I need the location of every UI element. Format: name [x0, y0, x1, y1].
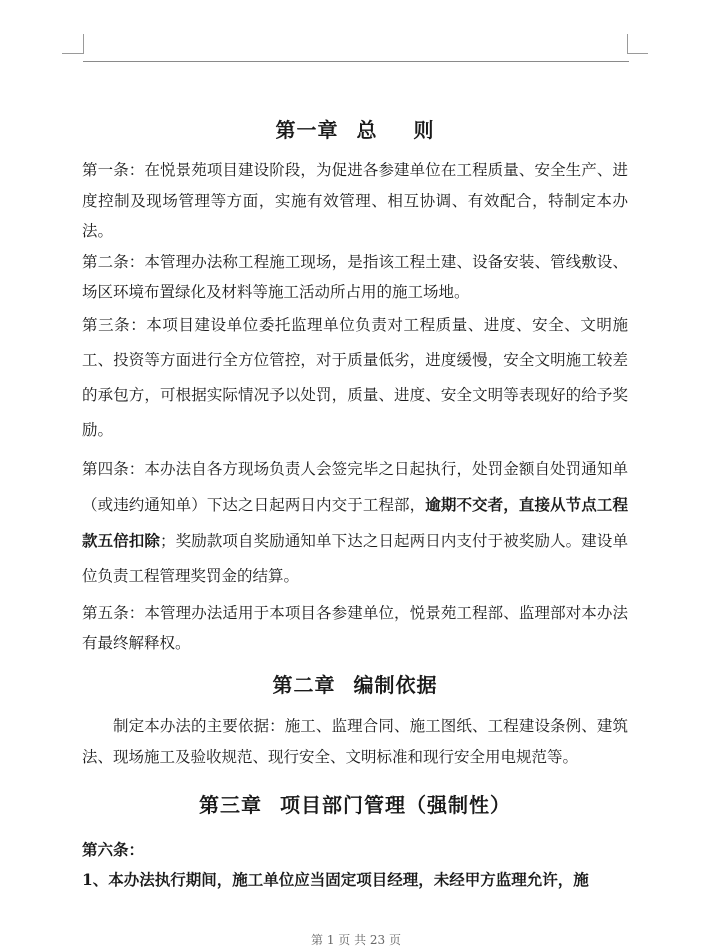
- chapter-3-number: 第三章: [199, 792, 262, 817]
- article-6-item-1-text: 1、本办法执行期间，施工单位应当固定项目经理，未经甲方监理允许，施: [82, 870, 589, 889]
- article-6-item-1: [82, 865, 628, 896]
- chapter-2-number: 第二章: [272, 672, 336, 697]
- article-6-heading: [82, 835, 628, 866]
- crop-mark-top-left-horizontal: [62, 53, 83, 54]
- chapter-1-title: [82, 110, 628, 150]
- article-3: 第三条：本项目建设单位委托监理单位负责对工程质量、进度、安全、文明施工、投资等方面进行全方位管控，对于质量低劣，进度缓慢，安全文明施工较差的承包方，可根据实际情况予以处罚，质量、进度、安全文明等表现好的给予奖励。: [82, 315, 628, 439]
- chapter-3-name: 项目部门管理（强制性）: [280, 792, 511, 817]
- page-footer: 第 1 页 共 23 页: [311, 933, 401, 947]
- crop-mark-top-right-vertical: [627, 34, 628, 54]
- header-rule: [83, 61, 629, 62]
- chapter-1-name-part2: 则: [413, 118, 435, 142]
- article-4-bold-penalty: 逾期不交者，直接从节点工程款五倍扣除: [82, 494, 628, 550]
- article-4: [82, 452, 628, 594]
- chapter-2-name: 编制依据: [353, 672, 438, 697]
- chapter-2-body: 制定本办法的主要依据：施工、监理合同、施工图纸、工程建设条例、建筑法、现场施工及验收规范、现行安全、文明标准和现行安全用电规范等。: [82, 716, 628, 766]
- article-6-label: 第六条：: [82, 839, 145, 859]
- chapter-2-title: [82, 665, 628, 705]
- chapter-1-number: 第一章: [275, 118, 339, 142]
- article-1: 第一条：在悦景苑项目建设阶段，为促进各参建单位在工程质量、安全生产、进度控制及现场管理等方面，实施有效管理、相互协调、有效配合，特制定本办法。: [82, 161, 628, 240]
- crop-mark-top-right-horizontal: [627, 53, 648, 54]
- chapter-1-name-part1: 总: [356, 118, 378, 142]
- chapter-3-title: [82, 785, 628, 825]
- article-4-text: 第四条：本办法自各方现场负责人会签完毕之日起执行，处罚金额自处罚通知单（或违约通知单）下达之日起两日内交于工程部，: [82, 459, 628, 514]
- article-5: 第五条：本管理办法适用于本项目各参建单位，悦景苑工程部、监理部对本办法有最终解释权。: [82, 603, 628, 652]
- document-body: [82, 110, 628, 896]
- crop-mark-top-left-vertical: [83, 34, 84, 54]
- article-4-text-cont: ；奖励款项自奖励通知单下达之日起两日内支付于被奖励人。建设单位负责工程管理奖罚金的结算。: [82, 531, 628, 585]
- article-2: 第二条：本管理办法称工程施工现场，是指该工程土建、设备安装、管线敷设、场区环境布置绿化及材料等施工活动所占用的施工场地。: [82, 252, 628, 301]
